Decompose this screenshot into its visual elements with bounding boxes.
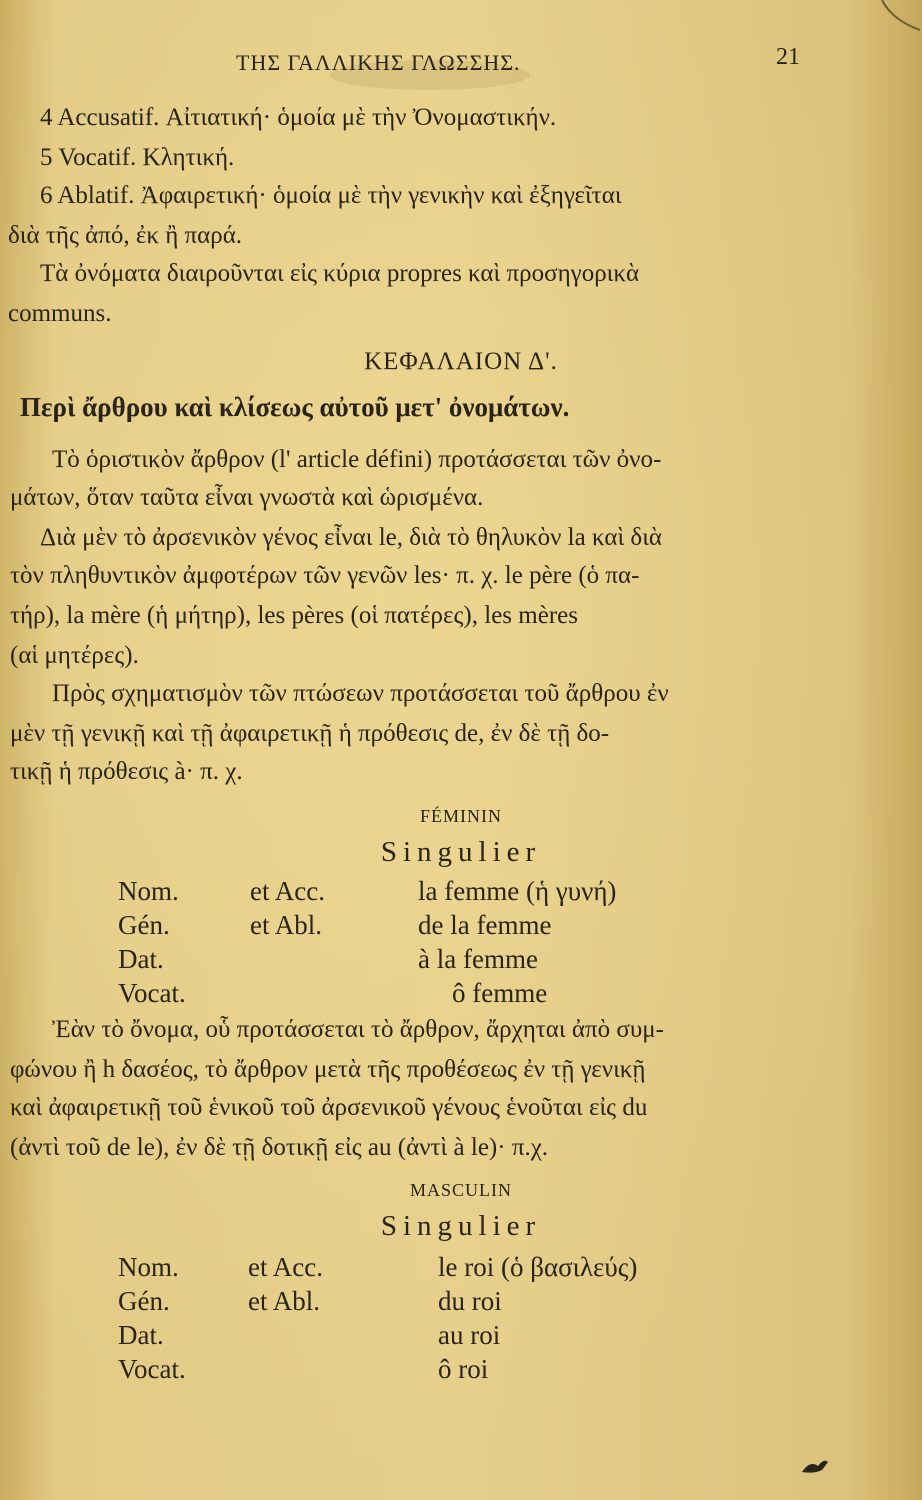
case-form: à la femme: [418, 944, 538, 974]
case-joint: et Acc.: [250, 876, 325, 906]
text-line: διὰ τῆς ἀπό, ἐκ ἢ παρά.: [8, 222, 243, 249]
case-joint: et Abl.: [250, 910, 322, 940]
text-line: (αἱ μητέρες).: [10, 642, 139, 669]
text-line: μάτων, ὅταν ταῦτα εἶναι γνωστὰ καὶ ὡρισμένα.: [10, 484, 484, 511]
text-line: 6 Ablatif. Ἀφαιρετική· ὁμοία μὲ τὴν γενικὴν καὶ ἐξηγεῖται: [40, 182, 622, 209]
case-form: du roi: [438, 1286, 502, 1316]
case-label: Nom.: [118, 876, 179, 906]
text-line: Τὰ ὀνόματα διαιροῦνται εἰς κύρια propres καὶ προσηγορικὰ: [40, 260, 640, 287]
text-line: 5 Vocatif. Κλητική.: [40, 144, 235, 171]
case-form: au roi: [438, 1320, 501, 1350]
case-form: la femme (ἡ γυνή): [418, 876, 617, 906]
page-number: 21: [776, 44, 800, 70]
text-line: φώνου ἢ h δασέος, τὸ ἄρθρον μετὰ τῆς προθέσεως ἐν τῇ γενικῇ: [10, 1056, 646, 1083]
case-joint: et Abl.: [248, 1286, 320, 1316]
running-head: ΤΗΣ ΓΑΛΛΙΚΗΣ ΓΛΩΣΣΗΣ.: [236, 50, 521, 75]
text-line: (ἀντὶ τοῦ de le), ἐν δὲ τῇ δοτικῇ εἰς au (ἀντὶ à le)· π.χ.: [10, 1134, 549, 1161]
case-joint: et Acc.: [248, 1252, 323, 1282]
number-label: Singulier: [380, 1210, 542, 1242]
gender-label: MASCULIN: [409, 1180, 512, 1200]
text-line: Ἐὰν τὸ ὄνομα, οὗ προτάσσεται τὸ ἄρθρον, ἄρχηται ἀπὸ συμ-: [52, 1016, 664, 1043]
case-form: ô femme: [452, 978, 548, 1008]
chapter-subtitle: Περὶ ἄρθρου καὶ κλίσεως αὐτοῦ μετ' ὀνομάτων.: [20, 392, 570, 422]
chapter-title: ΚΕΦΑΛΑΙΟΝ Δ'.: [364, 348, 558, 375]
case-label: Nom.: [118, 1252, 179, 1282]
text-line: Τὸ ὁριστικὸν ἄρθρον (l' article défini) προτάσσεται τῶν ὀνο-: [52, 446, 662, 473]
page-header: [0, 44, 922, 78]
text-line: 4 Accusatif. Αἰτιατική· ὁμοία μὲ τὴν Ὀνομαστικήν.: [40, 104, 557, 131]
text-line: καὶ ἀφαιρετικῇ τοῦ ἑνικοῦ τοῦ ἀρσενικοῦ γένους ἑνοῦται εἰς du: [10, 1094, 648, 1121]
text-line: Διὰ μὲν τὸ ἀρσενικὸν γένος εἶναι le, διὰ τὸ θηλυκὸν la καὶ διὰ: [40, 524, 663, 551]
case-form: ô roi: [438, 1354, 489, 1384]
text-line: Πρὸς σχηματισμὸν τῶν πτώσεων προτάσσεται τοῦ ἄρθρου ἐν: [52, 680, 669, 707]
case-label: Dat.: [118, 1320, 164, 1350]
text-line: τικῇ ἡ πρόθεσις à· π. χ.: [10, 758, 243, 785]
case-label: Gén.: [118, 910, 170, 940]
case-form: de la femme: [418, 910, 552, 940]
gender-label: FÉMININ: [420, 806, 502, 826]
case-label: Vocat.: [118, 978, 186, 1008]
torn-corner-icon: [862, 0, 922, 50]
text-line: communs.: [8, 300, 112, 327]
case-label: Dat.: [118, 944, 164, 974]
case-label: Vocat.: [118, 1354, 186, 1384]
text-line: μὲν τῇ γενικῇ καὶ τῇ ἀφαιρετικῇ ἡ πρόθεσις de, ἐν δὲ τῇ δο-: [10, 720, 610, 747]
text-line: τήρ), la mère (ἡ μήτηρ), les pères (οἱ πατέρες), les mères: [10, 602, 578, 629]
case-label: Gén.: [118, 1286, 170, 1316]
text-line: τὸν πληθυντικὸν ἀμφοτέρων τῶν γενῶν les· π. χ. le père (ὁ πα-: [10, 562, 640, 589]
case-form: le roi (ὁ βασιλεύς): [438, 1252, 638, 1282]
ink-blot-icon: [800, 1456, 830, 1476]
number-label: Singulier: [380, 836, 542, 868]
